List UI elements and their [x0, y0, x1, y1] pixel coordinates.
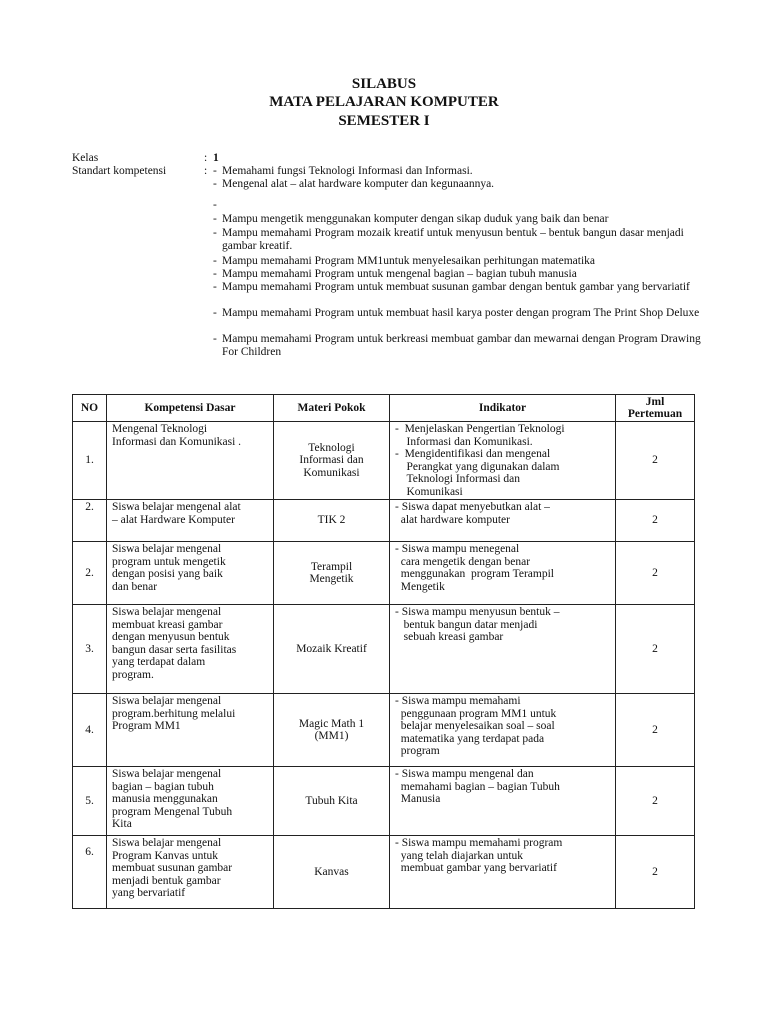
cell-no: 4. — [73, 694, 107, 767]
sk-bullet: - — [213, 281, 217, 293]
sk-item: Mampu mengetik menggunakan komputer dengan sikap duduk yang baik dan benar — [222, 213, 609, 225]
sk-item: Mampu memahami Program untuk membuat hasil karya poster dengan program The Print Shop Deluxe — [222, 307, 700, 319]
cell-kompetensi-dasar: Siswa belajar mengenal Program Kanvas untuk membuat susunan gambar menjadi bentuk gambar yang bervariatif — [107, 836, 274, 909]
cell-kompetensi-dasar: Siswa belajar mengenal membuat kreasi gambar dengan menyusun bentuk bangun dasar serta fasilitas yang terdapat dalam program. — [107, 605, 274, 694]
header-no: NO — [73, 395, 107, 422]
cell-materi-pokok: Terampil Mengetik — [274, 542, 390, 605]
kelas-colon: : — [204, 152, 208, 164]
sk-bullet: - — [213, 333, 217, 345]
table-row — [73, 767, 695, 836]
cell-indikator: - Siswa dapat menyebutkan alat – alat hardware komputer — [390, 500, 616, 542]
syllabus-table — [72, 394, 695, 909]
cell-materi-pokok: Tubuh Kita — [274, 767, 390, 836]
sk-item: Mampu memahami Program untuk mengenal bagian – bagian tubuh manusia — [222, 268, 577, 280]
cell-materi-pokok: Kanvas — [274, 836, 390, 909]
table-row — [73, 542, 695, 605]
table-header-row — [73, 395, 695, 422]
cell-materi-pokok: Teknologi Informasi dan Komunikasi — [274, 422, 390, 500]
cell-indikator: - Menjelaskan Pengertian Teknologi Informasi dan Komunikasi. - Mengidentifikasi dan mengenal Perangkat yang digunakan dalam Teknologi Informasi dan Komunikasi — [390, 422, 616, 500]
sk-bullet: - — [213, 213, 217, 225]
header-indikator: Indikator — [390, 395, 616, 422]
sk-bullet: - — [213, 199, 217, 211]
cell-no: 2. — [73, 542, 107, 605]
cell-materi-pokok: Mozaik Kreatif — [274, 605, 390, 694]
kelas-value: 1 — [213, 152, 219, 164]
header-kompetensi-dasar: Kompetensi Dasar — [107, 395, 274, 422]
sk-bullet: - — [213, 227, 217, 239]
cell-kompetensi-dasar: Siswa belajar mengenal program.berhitung melalui Program MM1 — [107, 694, 274, 767]
cell-indikator: - Siswa mampu menegenal cara mengetik dengan benar menggunakan program Terampil Mengetik — [390, 542, 616, 605]
cell-jml-pertemuan: 2 — [616, 542, 695, 605]
cell-indikator: - Siswa mampu memahami penggunaan program MM1 untuk belajar menyelesaikan soal – soal matematika yang terdapat pada program — [390, 694, 616, 767]
doc-semester: SEMESTER I — [338, 113, 430, 129]
cell-indikator: - Siswa mampu memahami program yang telah diajarkan untuk membuat gambar yang bervariatif — [390, 836, 616, 909]
header-materi-pokok: Materi Pokok — [274, 395, 390, 422]
cell-indikator: - Siswa mampu mengenal dan memahami bagian – bagian Tubuh Manusia — [390, 767, 616, 836]
cell-kompetensi-dasar: Siswa belajar mengenal program untuk mengetik dengan posisi yang baik dan benar — [107, 542, 274, 605]
doc-title: SILABUS — [351, 76, 417, 92]
cell-no: 1. — [73, 422, 107, 500]
cell-kompetensi-dasar: Mengenal Teknologi Informasi dan Komunikasi . — [107, 422, 274, 500]
cell-materi-pokok: Magic Math 1 (MM1) — [274, 694, 390, 767]
sk-item: Memahami fungsi Teknologi Informasi dan Informasi. — [222, 165, 473, 177]
cell-kompetensi-dasar: Siswa belajar mengenal bagian – bagian tubuh manusia menggunakan program Mengenal Tubuh Kita — [107, 767, 274, 836]
sk-bullet: - — [213, 255, 217, 267]
sk-colon: : — [204, 165, 208, 177]
sk-item: Mengenal alat – alat hardware komputer dan kegunaannya. — [222, 178, 495, 190]
sk-bullet: - — [213, 268, 217, 280]
cell-indikator: - Siswa mampu menyusun bentuk – bentuk bangun datar menjadi sebuah kreasi gambar — [390, 605, 616, 694]
table-row — [73, 605, 695, 694]
cell-materi-pokok: TIK 2 — [274, 500, 390, 542]
sk-item: Mampu memahami Program MM1untuk menyelesaikan perhitungan matematika — [222, 255, 596, 267]
info-block — [0, 0, 768, 360]
table-row — [73, 836, 695, 909]
table-row — [73, 694, 695, 767]
cell-jml-pertemuan: 2 — [616, 694, 695, 767]
cell-no: 2. — [73, 500, 107, 542]
sk-bullet: - — [213, 165, 217, 177]
sk-bullet: - — [213, 178, 217, 190]
sk-label: Standart kompetensi — [72, 165, 167, 177]
sk-item: Mampu memahami Program untuk berkreasi membuat gambar dan mewarnai dengan Program Drawing For Children — [222, 333, 701, 358]
cell-no: 6. — [73, 836, 107, 909]
cell-jml-pertemuan: 2 — [616, 605, 695, 694]
table-row — [73, 500, 695, 542]
header-jml-pertemuan: Jml Pertemuan — [616, 395, 695, 422]
kelas-label: Kelas — [72, 152, 99, 164]
sk-item: Mampu memahami Program mozaik kreatif untuk menyusun bentuk – bentuk bangun dasar menjadi gambar kreatif. — [222, 227, 684, 252]
cell-jml-pertemuan: 2 — [616, 767, 695, 836]
cell-jml-pertemuan: 2 — [616, 422, 695, 500]
cell-no: 5. — [73, 767, 107, 836]
sk-item: Mampu memahami Program untuk membuat susunan gambar dengan bentuk gambar yang bervariatif — [222, 281, 690, 293]
cell-jml-pertemuan: 2 — [616, 836, 695, 909]
sk-bullet: - — [213, 307, 217, 319]
doc-subtitle: MATA PELAJARAN KOMPUTER — [269, 94, 499, 110]
cell-jml-pertemuan: 2 — [616, 500, 695, 542]
table-row — [73, 422, 695, 500]
cell-no: 3. — [73, 605, 107, 694]
cell-kompetensi-dasar: Siswa belajar mengenal alat – alat Hardware Komputer — [107, 500, 274, 542]
